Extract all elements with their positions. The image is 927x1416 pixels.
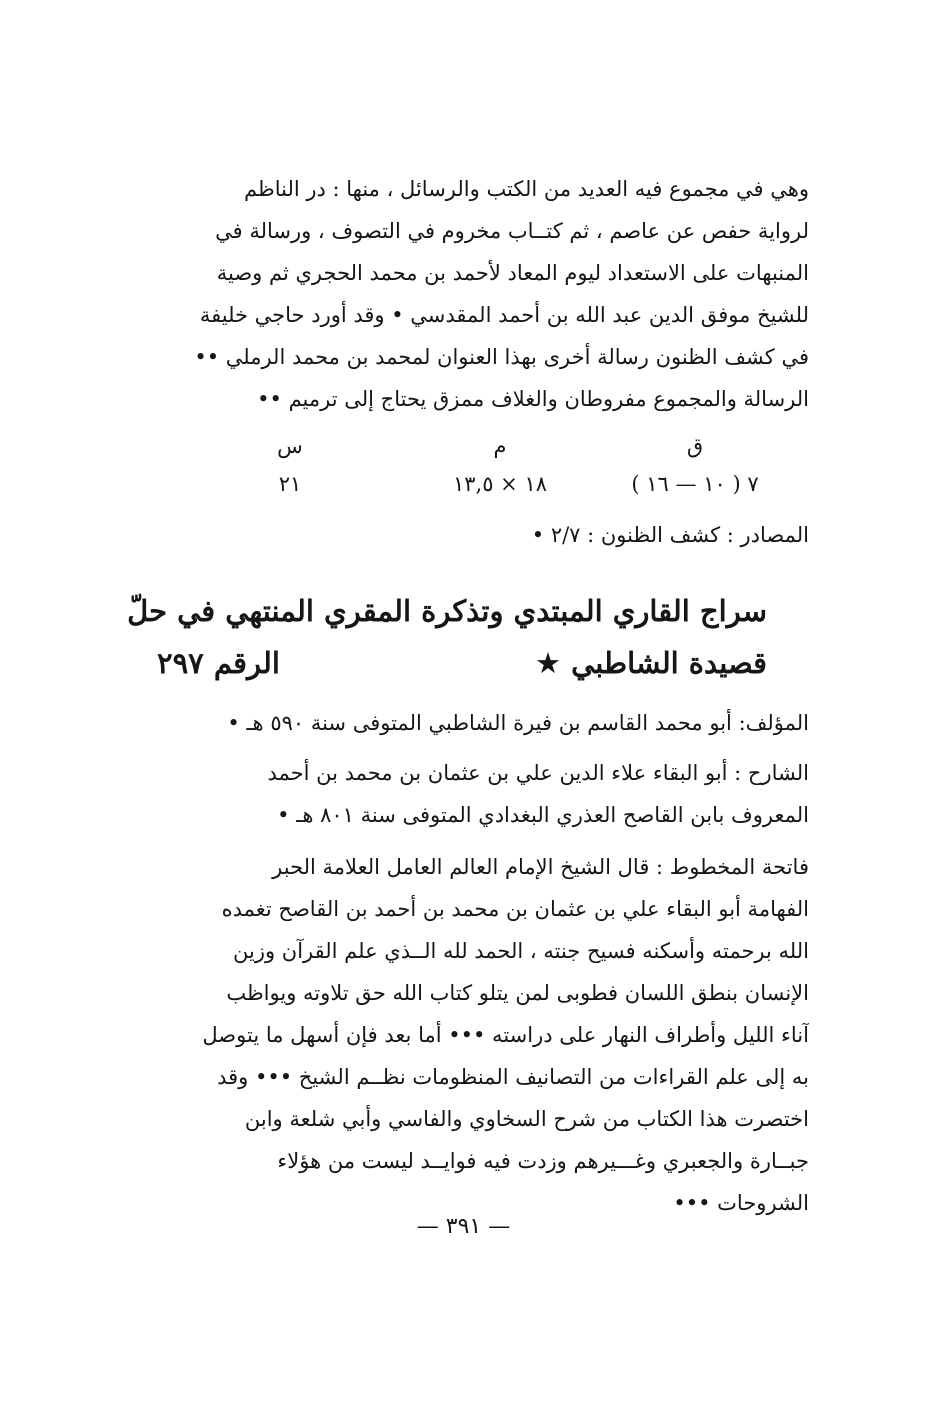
author-text: المؤلف: أبو محمد القاسم بن فيرة الشاطبي المتوفى سنة ٥٩٠ هـ • xyxy=(227,711,809,735)
intro-line: المنبهات على الاستعداد ليوم المعاد لأحمد بن محمد الحجري ثم وصية xyxy=(216,261,809,285)
manuscript-title: سراج القاري المبتدي وتذكرة المقري المنتهي في حلّ xyxy=(127,594,767,628)
measure-lines-value: ٢١ xyxy=(278,472,302,496)
author-line xyxy=(114,702,809,744)
commentator-block xyxy=(114,752,809,836)
measure-leaves xyxy=(585,428,805,504)
incipit-line: الفهامة أبو البقاء علي بن عثمان بن محمد بن أحمد بن القاصح تغمده xyxy=(221,897,809,921)
incipit-paragraph xyxy=(114,846,809,1224)
incipit-line: اختصرت هذا الكتاب من شرح السخاوي والفاسي وأبي شلعة وابن xyxy=(244,1107,809,1131)
incipit-line: جبــارة والجعبري وغـــيرهم وزدت فيه فوايــد ليست من هؤلاء xyxy=(277,1149,809,1173)
intro-paragraph xyxy=(114,168,809,420)
commentator-line: المعروف بابن القاصح العذري البغدادي المتوفى سنة ٨٠١ هـ • xyxy=(277,803,809,827)
incipit-line: الإنسان بنطق اللسان فطوبى لمن يتلو كتاب الله حق تلاوته ويواظب xyxy=(226,981,809,1005)
manuscript-title-cont xyxy=(535,634,767,692)
intro-line: وهي في مجموع فيه العديد من الكتب والرسائل ، منها : در الناظم xyxy=(244,177,809,201)
sources-line xyxy=(114,514,809,556)
intro-line: للشيخ موفق الدين عبد الله بن أحمد المقدسي • وقد أورد حاجي خليفة xyxy=(199,303,809,327)
sources-text: المصادر : كشف الظنون : ٢/٧ • xyxy=(531,523,809,547)
intro-line: لرواية حفص عن عاصم ، ثم كتــاب مخروم في التصوف ، ورسالة في xyxy=(215,219,809,243)
incipit-line: فاتحة المخطوط : قال الشيخ الإمام العالم العامل العلامة الحبر xyxy=(272,855,809,879)
measure-size xyxy=(390,428,610,504)
star-icon: ★ xyxy=(535,646,561,680)
intro-line: في كشف الظنون رسالة أخرى بهذا العنوان لمحمد بن محمد الرملي •• xyxy=(194,345,809,369)
measure-lines xyxy=(180,428,400,504)
measure-lines-label: س xyxy=(277,434,303,458)
title-text: قصيدة الشاطبي xyxy=(571,646,767,680)
commentator-line: الشارح : أبو البقاء علاء الدين علي بن عثمان بن محمد بن أحمد xyxy=(267,761,809,785)
measure-leaves-value: ٧ ( ١٠ — ١٦ ) xyxy=(631,472,759,496)
incipit-line: الشروحات ••• xyxy=(673,1191,809,1215)
page-number: — ٣٩١ — xyxy=(416,1214,511,1239)
measurements-block xyxy=(0,428,927,518)
incipit-line: به إلى علم القراءات من التصانيف المنظومات نظــم الشيخ ••• وقد xyxy=(217,1065,809,1089)
measure-size-label: م xyxy=(493,434,507,458)
record-number: الرقم ٢٩٧ xyxy=(157,646,280,680)
measure-size-value: ١٨ × ١٣,٥ xyxy=(452,472,548,496)
incipit-line: آناء الليل وأطراف النهار على دراسته ••• أما بعد فإن أسهل ما يتوصل xyxy=(202,1023,809,1047)
intro-line: الرسالة والمجموع مفروطان والغلاف ممزق يحتاج إلى ترميم •• xyxy=(257,387,809,411)
incipit-line: الله برحمته وأسكنه فسيح جنته ، الحمد لله الــذي علم القرآن وزين xyxy=(233,939,809,963)
measure-leaves-label: ق xyxy=(686,434,704,458)
